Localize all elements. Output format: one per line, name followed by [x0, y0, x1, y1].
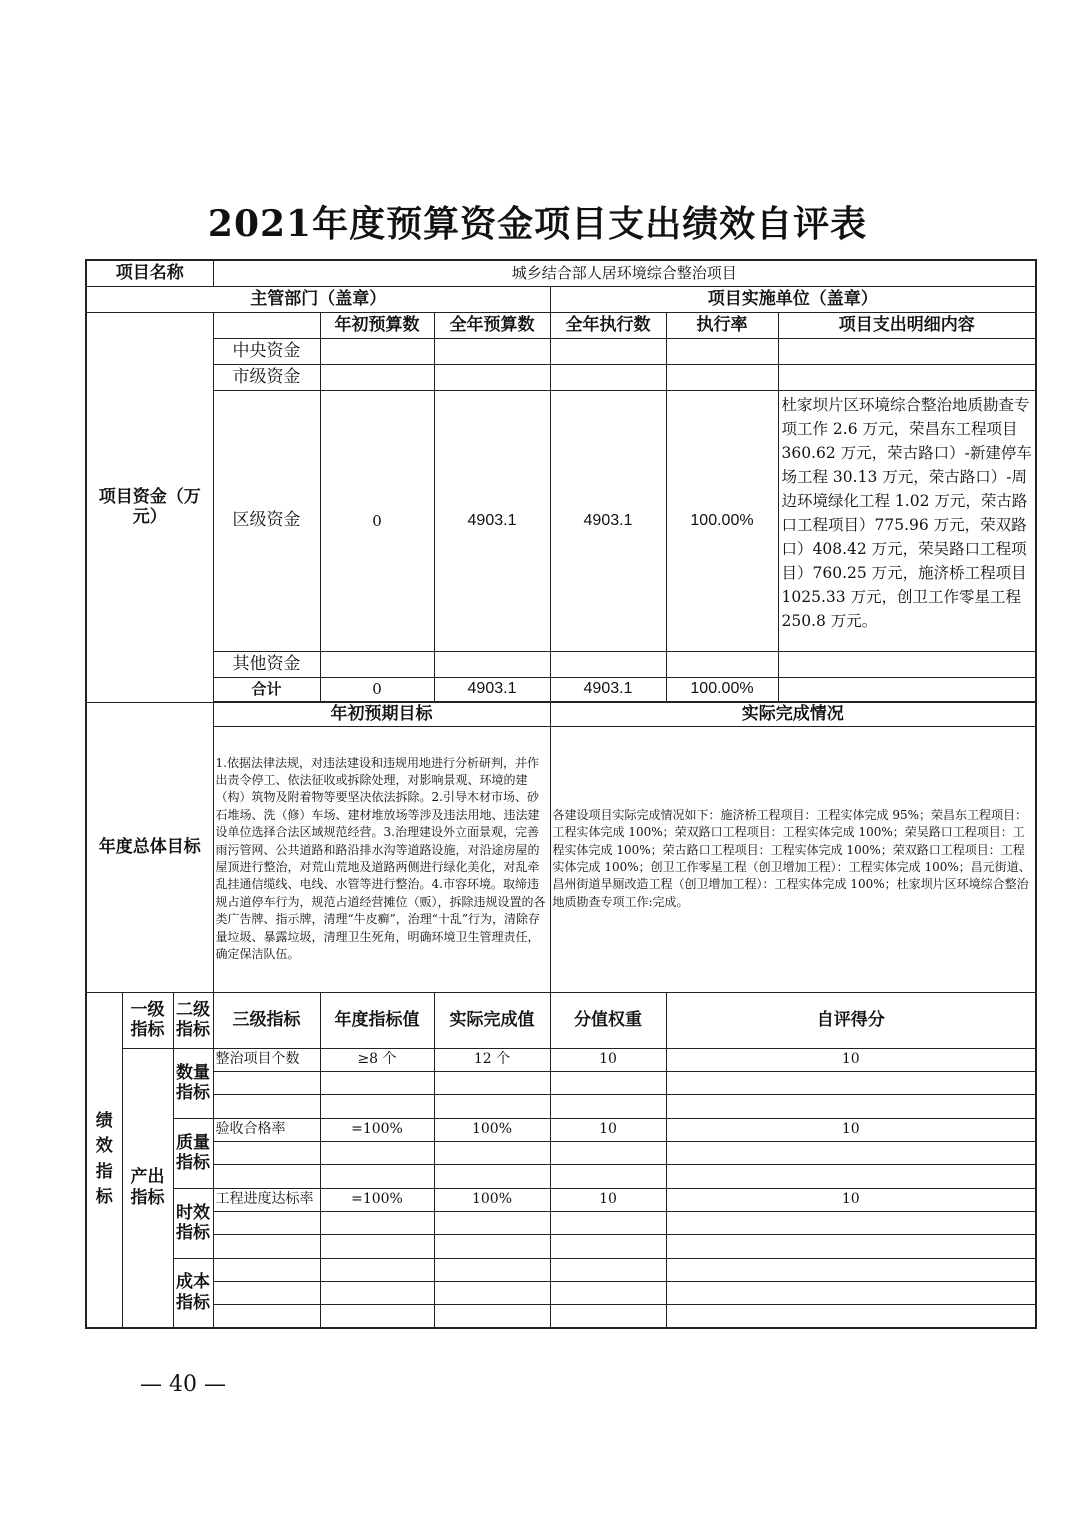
- quality-indicator-label: 质量指标: [173, 1118, 213, 1188]
- project-name-label: 项目名称: [86, 260, 213, 286]
- weight-header: 分值权重: [550, 992, 666, 1048]
- page-number: — 40 —: [140, 1372, 226, 1397]
- header-detail: 项目支出明细内容: [778, 312, 1036, 338]
- quality-target: =100%: [320, 1118, 434, 1141]
- header-rate: 执行率: [666, 312, 778, 338]
- level2-header: 二级指标: [173, 992, 213, 1048]
- quantity-actual: 12 个: [434, 1048, 550, 1071]
- district-funds-label: 区级资金: [213, 390, 320, 651]
- district-expense-detail: 杜家坝片区环境综合整治地质勘查专项工作 2.6 万元，荣昌东工程项目 360.62 万元，荣古路口）-新建停车场工程 30.13 万元，荣古路口）-周边环境绿化工程 1.02 万元，荣古路口工程项目）775.96 万元，荣双路口）408.42 万元，荣吴路口工程项目）760.25 万元，施济桥工程项目 1025.33 万元，创卫工作零星工程 250.8 万元。: [778, 390, 1036, 651]
- timeliness-score: 10: [666, 1188, 1036, 1211]
- quality-indicator-name: 验收合格率: [213, 1118, 320, 1141]
- total-rate: 100.00%: [666, 677, 778, 701]
- annual-goal-label: 年度总体目标: [86, 702, 213, 992]
- output-indicator-label: 产出指标: [122, 1048, 173, 1328]
- implementer-label: 项目实施单位（盖章）: [550, 286, 1036, 312]
- actual-completion-header: 实际完成情况: [550, 702, 1036, 726]
- total-initial-budget: 0: [320, 677, 434, 701]
- quality-actual: 100%: [434, 1118, 550, 1141]
- district-initial-budget: 0: [320, 390, 434, 651]
- level1-header: 一级指标: [122, 992, 173, 1048]
- target-header: 年度指标值: [320, 992, 434, 1048]
- expected-goal-header: 年初预期目标: [213, 702, 550, 726]
- header-initial-budget: 年初预算数: [320, 312, 434, 338]
- timeliness-actual: 100%: [434, 1188, 550, 1211]
- quantity-indicator-name: 整治项目个数: [213, 1048, 320, 1071]
- quantity-score: 10: [666, 1048, 1036, 1071]
- project-name-value: 城乡结合部人居环境综合整治项目: [213, 260, 1036, 286]
- quality-weight: 10: [550, 1118, 666, 1141]
- central-funds-label: 中央资金: [213, 338, 320, 364]
- timeliness-weight: 10: [550, 1188, 666, 1211]
- district-executed: 4903.1: [550, 390, 666, 651]
- total-label: 合计: [213, 677, 320, 701]
- quality-score: 10: [666, 1118, 1036, 1141]
- score-header: 自评得分: [666, 992, 1036, 1048]
- quantity-weight: 10: [550, 1048, 666, 1071]
- document-title: 2021年度预算资金项目支出绩效自评表: [207, 203, 868, 245]
- actual-header: 实际完成值: [434, 992, 550, 1048]
- timeliness-indicator-label: 时效指标: [173, 1188, 213, 1258]
- timeliness-indicator-name: 工程进度达标率: [213, 1188, 320, 1211]
- supervisor-label: 主管部门（盖章）: [86, 286, 550, 312]
- header-executed: 全年执行数: [550, 312, 666, 338]
- header-annual-budget: 全年预算数: [434, 312, 550, 338]
- timeliness-target: =100%: [320, 1188, 434, 1211]
- total-executed: 4903.1: [550, 677, 666, 701]
- funds-header-blank: [213, 312, 320, 338]
- quantity-indicator-label: 数量指标: [173, 1048, 213, 1118]
- performance-indicator-label: 绩效指标: [86, 992, 122, 1328]
- cost-indicator-label: 成本指标: [173, 1258, 213, 1328]
- district-rate: 100.00%: [666, 390, 778, 651]
- city-funds-label: 市级资金: [213, 364, 320, 390]
- other-funds-label: 其他资金: [213, 651, 320, 677]
- expected-goal-text: 1.依据法律法规，对违法建设和违规用地进行分析研判，并作出责令停工、依法征收或拆除处理，对影响景观、环境的建（构）筑物及附着物等要坚决依法拆除。2.引导木材市场、砂石堆场、洗（修）车场、建材堆放场等涉及违法用地、违法建设单位选择合法区域规范经营。3.治理建设外立面景观，完善雨污管网、公共道路和路沿排水沟等道路设施，对沿途房屋的屋顶进行整治，对荒山荒地及道路两侧进行绿化美化，对乱牵乱挂通信缆线、电线、水管等进行整治。4.市容环境。取缔违规占道停车行为，规范占道经营摊位（贩），拆除违规设置的各类广告牌、指示牌，清理“牛皮癣”，治理“十乱”行为，清除存量垃圾、暴露垃圾，清理卫生死角，明确环境卫生管理责任，确定保洁队伍。: [213, 726, 550, 992]
- performance-evaluation-table: [85, 259, 1037, 1329]
- level3-header: 三级指标: [213, 992, 320, 1048]
- quantity-target: ≥8 个: [320, 1048, 434, 1071]
- actual-completion-text: 各建设项目实际完成情况如下：施济桥工程项目：工程实体完成 95%；荣昌东工程项目：工程实体完成 100%；荣双路口工程项目：工程实体完成 100%；荣吴路口工程项目：工程实体完成 100%；荣古路口工程项目：工程实体完成 100%；荣双路口工程项目：工程实体完成 100%；创卫工作零星工程（创卫增加工程）：工程实体完成 100%；昌元街道、昌州街道旱厕改造工程（创卫增加工程）：工程实体完成 100%；杜家坝片区环境综合整治地质勘查专项工作:完成。: [550, 726, 1036, 992]
- district-annual-budget: 4903.1: [434, 390, 550, 651]
- total-annual-budget: 4903.1: [434, 677, 550, 701]
- funds-label: 项目资金（万元）: [86, 312, 213, 702]
